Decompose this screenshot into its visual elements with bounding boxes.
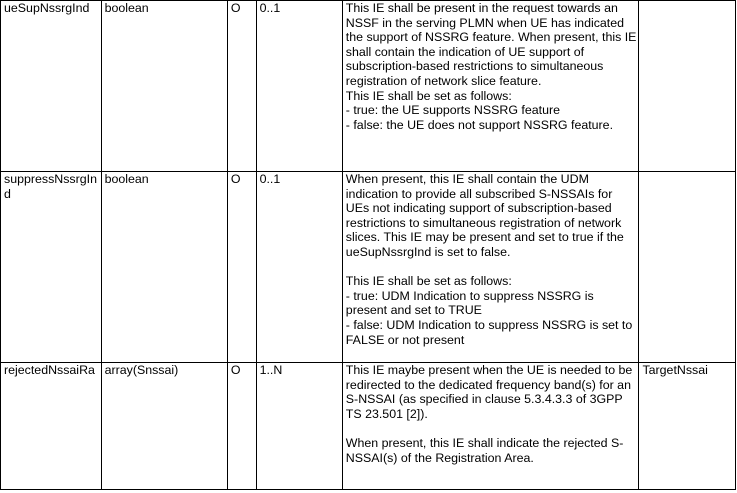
cardinality-cell: [256, 172, 342, 363]
ie-name-cell: [1, 172, 102, 363]
data-type: boolean: [104, 172, 149, 186]
ie-name-cell: [1, 363, 102, 490]
description-spacer: [346, 260, 637, 275]
description-paragraph: This IE shall be set as follows:: [345, 88, 512, 103]
description-spacer: [346, 421, 637, 436]
ie-name: rejectedNssaiRa: [4, 363, 95, 377]
cardinality: 0..1: [259, 172, 281, 186]
description-paragraph: This IE shall be present in the request towards an NSSF in the serving PLMN when UE has indicated the support of NSSRG feature. When present, this IE shall contain the indication of UE support of subscription-based restrictions to simultaneous registration of network slice feature.: [345, 1, 637, 88]
cardinality: 0..1: [259, 1, 281, 15]
description-paragraph: This IE maybe present when the UE is needed to be redirected to the dedicated frequency band(s) for an S-NSSAI (as specified in clause 5.3.4.3.3 of 3GPP TS 23.501 [2]).: [345, 363, 633, 421]
applicability-cell: [639, 363, 736, 490]
presence-cell: [227, 172, 256, 363]
presence-cell: [227, 1, 256, 172]
description-paragraph: When present, this IE shall indicate the rejected S-NSSAI(s) of the Registration Area.: [345, 435, 624, 465]
data-type: boolean: [104, 1, 149, 15]
table-row: [1, 172, 736, 363]
presence-cell: [227, 363, 256, 490]
presence: O: [230, 363, 241, 377]
applicability: TargetNssai: [642, 363, 708, 377]
applicability-cell: [639, 172, 736, 363]
description-cell: [342, 1, 639, 172]
applicability-cell: [639, 1, 736, 172]
description-paragraph: - true: the UE supports NSSRG feature: [345, 103, 560, 118]
data-type-cell: [101, 363, 227, 490]
cardinality: 1..N: [259, 363, 283, 377]
cardinality-cell: [256, 1, 342, 172]
description-paragraph: - false: UDM Indication to suppress NSSRG is set to FALSE or not present: [345, 317, 633, 347]
cardinality-cell: [256, 363, 342, 490]
table-row: [1, 1, 736, 172]
ie-name: suppressNssrgInd: [4, 172, 97, 201]
presence: O: [230, 1, 241, 15]
description-paragraph: This IE shall be set as follows:: [345, 274, 512, 289]
description-paragraph: - true: UDM Indication to suppress NSSRG is present and set to TRUE: [345, 288, 594, 318]
ie-name-cell: [1, 1, 102, 172]
description-cell: [342, 172, 639, 363]
data-type-cell: [101, 172, 227, 363]
table-row: [1, 363, 736, 490]
data-type-cell: [101, 1, 227, 172]
description-paragraph: When present, this IE shall contain the UDM indication to provide all subscribed S-NSSAIs for UEs not indicating support of subscription-based restrictions to simultaneous registration of network slices. This IE may be present and set to true if the ueSupNssrgInd is set to false.: [345, 172, 624, 259]
description-cell: [342, 363, 639, 490]
presence: O: [230, 172, 241, 186]
description-paragraph: - false: the UE does not support NSSRG feature.: [345, 117, 614, 132]
ie-name: ueSupNssrgInd: [4, 1, 90, 15]
data-type: array(Snssai): [104, 363, 179, 377]
